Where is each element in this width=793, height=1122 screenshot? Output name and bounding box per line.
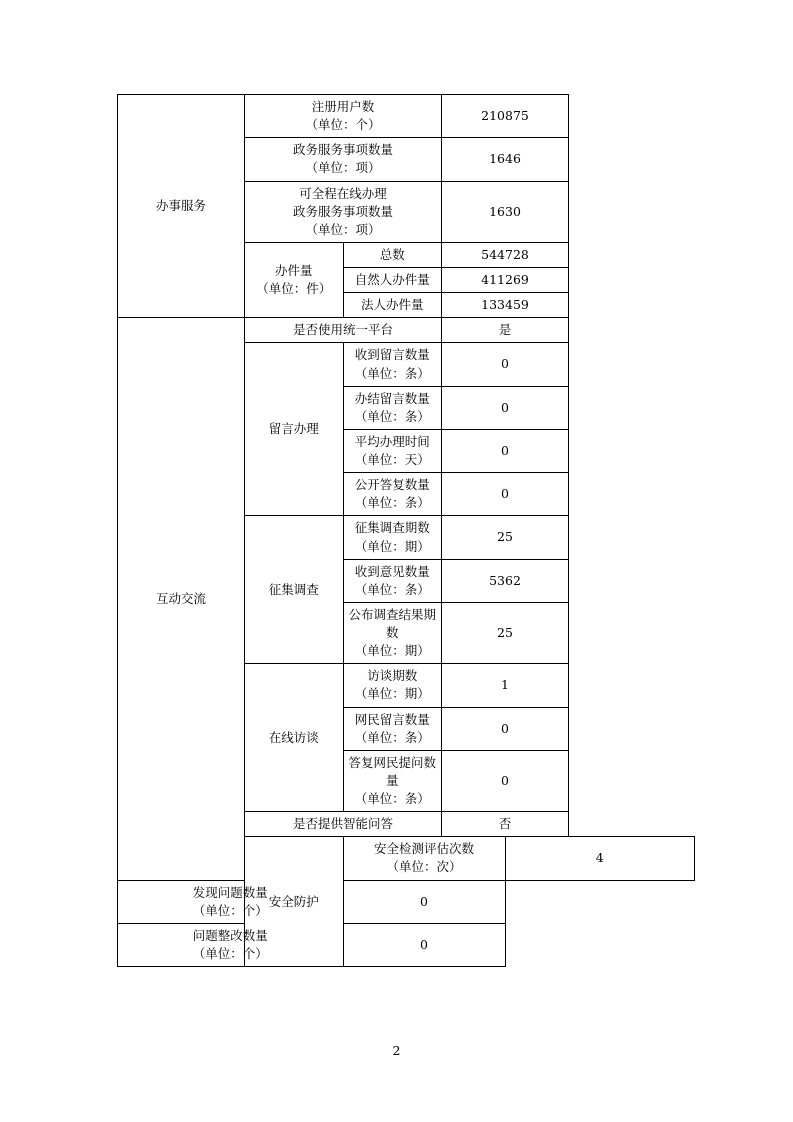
sublabel-opinions-received: 收到意见数量 （单位：条） [343,559,442,602]
government-website-report-table [117,94,695,967]
sublabel-transaction-natural-person: 自然人办件量 [343,268,442,293]
label-issues-fixed: 问题整改数量 （单位：个） [118,923,344,966]
report-table-container [117,94,695,967]
label-unified-platform: 是否使用统一平台 [245,318,442,343]
table-row [118,318,695,343]
label-service-items-count: 政务服务事项数量 （单位：项） [245,138,442,181]
table-row [118,880,695,923]
sublabel-transaction-legal-person: 法人办件量 [343,293,442,318]
sublabel-public-replies: 公开答复数量 （单位：条） [343,473,442,516]
value-issues-found: 0 [343,880,505,923]
value-netizen-replies: 0 [442,750,569,811]
table-row [118,95,695,138]
category-cell-interaction: 互动交流 [118,318,245,880]
value-transaction-total: 544728 [442,242,569,267]
sublabel-transaction-total: 总数 [343,242,442,267]
value-published-results: 25 [442,602,569,663]
label-security-assessments: 安全检测评估次数 （单位：次） [343,837,505,880]
sublabel-netizen-replies: 答复网民提问数量 （单位：条） [343,750,442,811]
value-transaction-natural-person: 411269 [442,268,569,293]
label-registered-users: 注册用户数 （单位：个） [245,95,442,138]
sublabel-survey-sessions: 征集调查期数 （单位：期） [343,516,442,559]
label-transaction-volume: 办件量 （单位：件） [245,242,344,317]
sublabel-interview-sessions: 访谈期数 （单位：期） [343,664,442,707]
value-unified-platform: 是 [442,318,569,343]
label-issues-found: 发现问题数量 （单位：个） [118,880,344,923]
value-registered-users: 210875 [442,95,569,138]
sublabel-messages-completed: 办结留言数量 （单位：条） [343,386,442,429]
value-security-assessments: 4 [505,837,695,880]
value-average-handling-time: 0 [442,429,569,472]
value-public-replies: 0 [442,473,569,516]
category-cell-security: 安全防护 [245,837,344,967]
label-full-online-service-items: 可全程在线办理 政务服务事项数量 （单位：项） [245,181,442,242]
category-cell-services: 办事服务 [118,95,245,318]
page-number: 2 [392,1043,401,1058]
value-messages-received: 0 [442,343,569,386]
value-messages-completed: 0 [442,386,569,429]
value-smart-qa: 否 [442,812,569,837]
sublabel-published-results: 公布调查结果期数 （单位：期） [343,602,442,663]
table-row [118,923,695,966]
value-opinions-received: 5362 [442,559,569,602]
sublabel-netizen-messages: 网民留言数量 （单位：条） [343,707,442,750]
sublabel-messages-received: 收到留言数量 （单位：条） [343,343,442,386]
value-netizen-messages: 0 [442,707,569,750]
label-survey-collection: 征集调查 [245,516,344,664]
value-interview-sessions: 1 [442,664,569,707]
sublabel-average-handling-time: 平均办理时间 （单位：天） [343,429,442,472]
label-smart-qa: 是否提供智能问答 [245,812,442,837]
value-full-online-service-items: 1630 [442,181,569,242]
value-service-items-count: 1646 [442,138,569,181]
value-survey-sessions: 25 [442,516,569,559]
value-transaction-legal-person: 133459 [442,293,569,318]
value-issues-fixed: 0 [343,923,505,966]
label-online-interview: 在线访谈 [245,664,344,812]
label-message-handling: 留言办理 [245,343,344,516]
